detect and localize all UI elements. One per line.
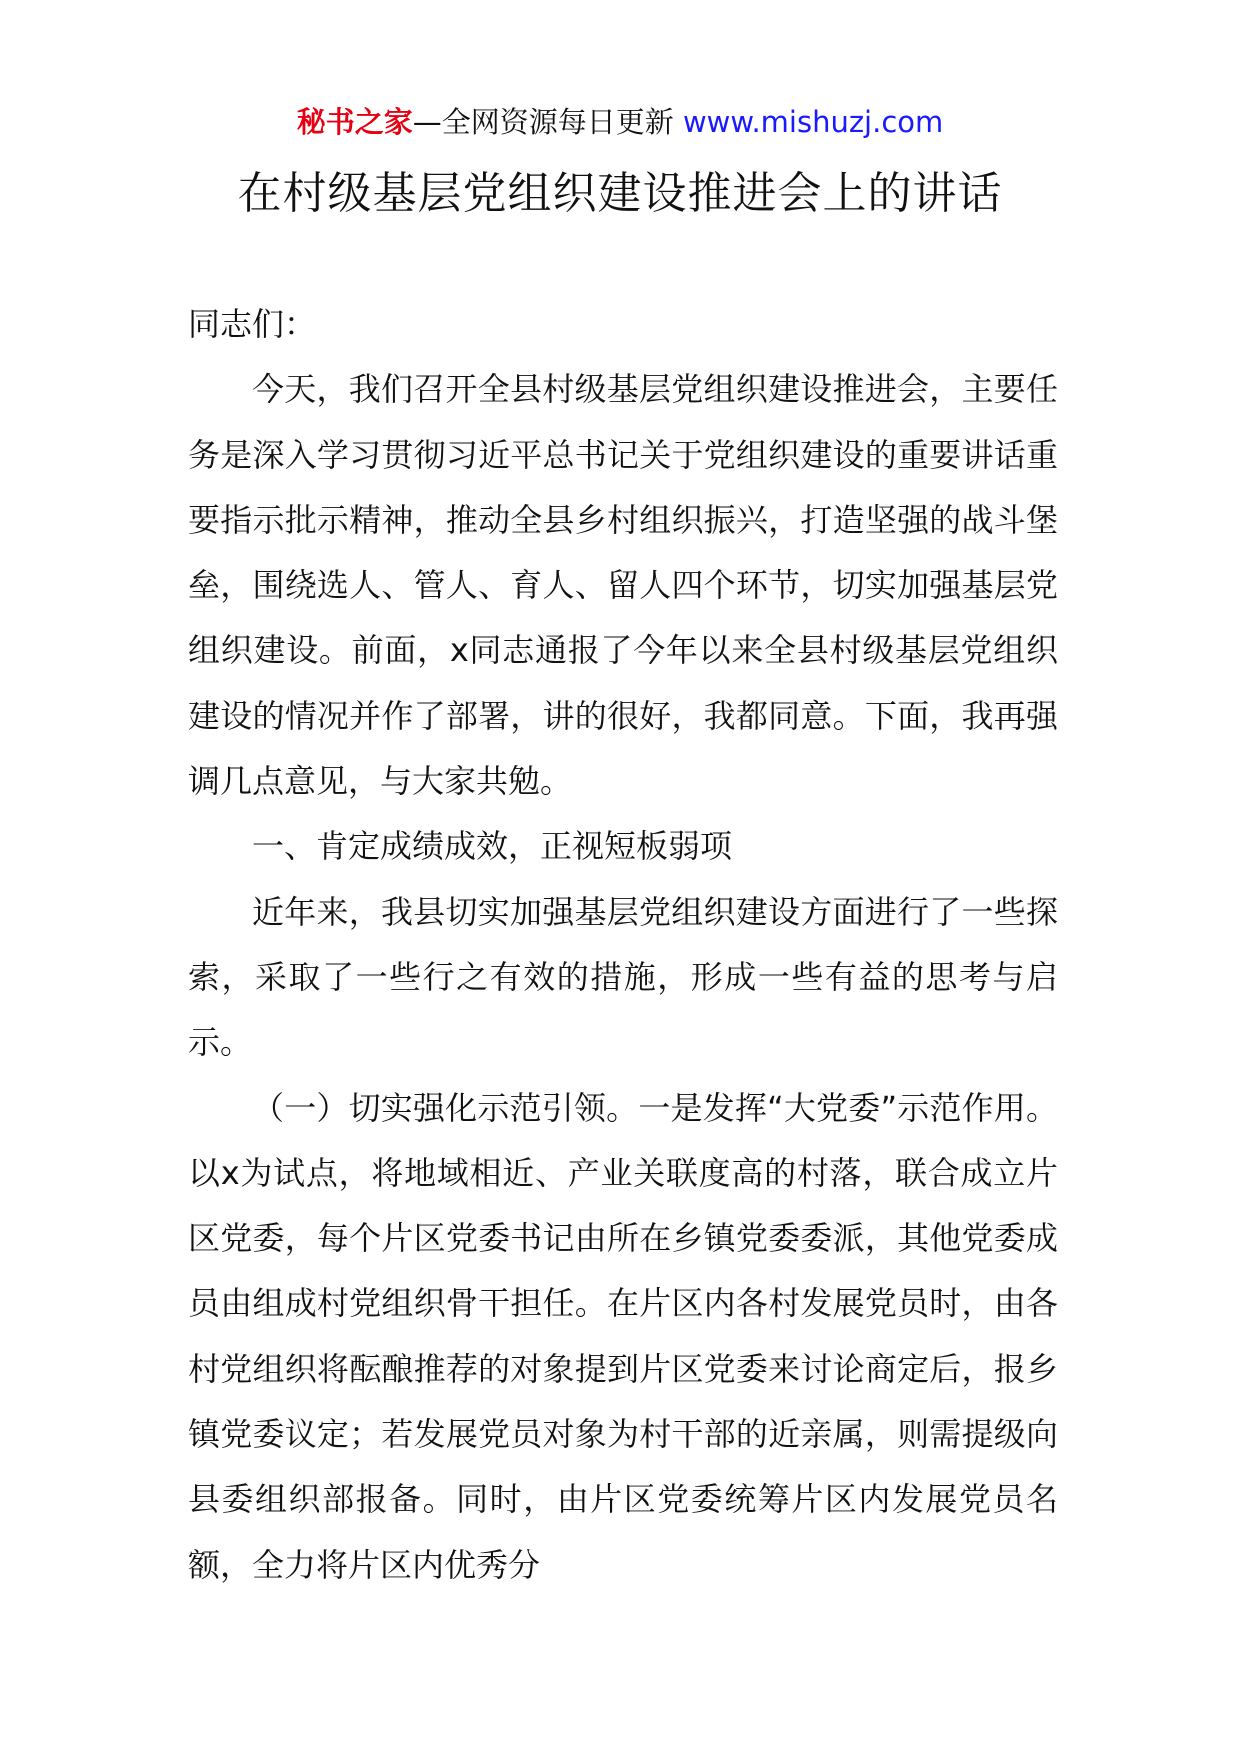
salutation: 同志们： [188,305,317,343]
paragraph-subsection-1: （一）切实强化示范引领。一是发挥“大党委”示范作用。以x为试点，将地域相近、产业关联度高的村落，联合成立片区党委，每个片区党委书记由所在乡镇党委委派，其他党委成员由组成村党组织骨干担任。在片区内各村发展党员时，由各村党组织将酝酿推荐的对象提到片区党委来讨论商定后，报乡镇党委议定；若发展党员对象为村干部的近亲属，则需提级向县委组织部报备。同时，由片区党委统筹片区内发展党员名额，全力将片区内优秀分 [188,1088,1058,1584]
site-header [0,102,1240,142]
header-slogan: —全网资源每日更新 [412,105,674,139]
document-title: 在村级基层党组织建设推进会上的讲话 [237,168,1003,219]
section-heading-1: 一、肯定成绩成效，正视短板弱项 [252,827,733,866]
paragraph-section-1: 近年来，我县切实加强基层党组织建设方面进行了一些探索，采取了一些行之有效的措施，形成一些有益的思考与启示。 [188,892,1058,1062]
paragraph-intro: 今天，我们召开全县村级基层党组织建设推进会，主要任务是深入学习贯彻习近平总书记关于党组织建设的重要讲话重要指示批示精神，推动全县乡村组织振兴，打造坚强的战斗堡垒，围绕选人、管人、育人、留人四个环节，切实加强基层党组织建设。前面，x同志通报了今年以来全县村级基层党组织建设的情况并作了部署，讲的很好，我都同意。下面，我再强调几点意见，与大家共勉。 [188,370,1058,801]
brand-name: 秘书之家 [296,105,413,139]
document-body [188,292,1058,1598]
site-url-link[interactable]: www.mishuzj.com [682,105,944,139]
